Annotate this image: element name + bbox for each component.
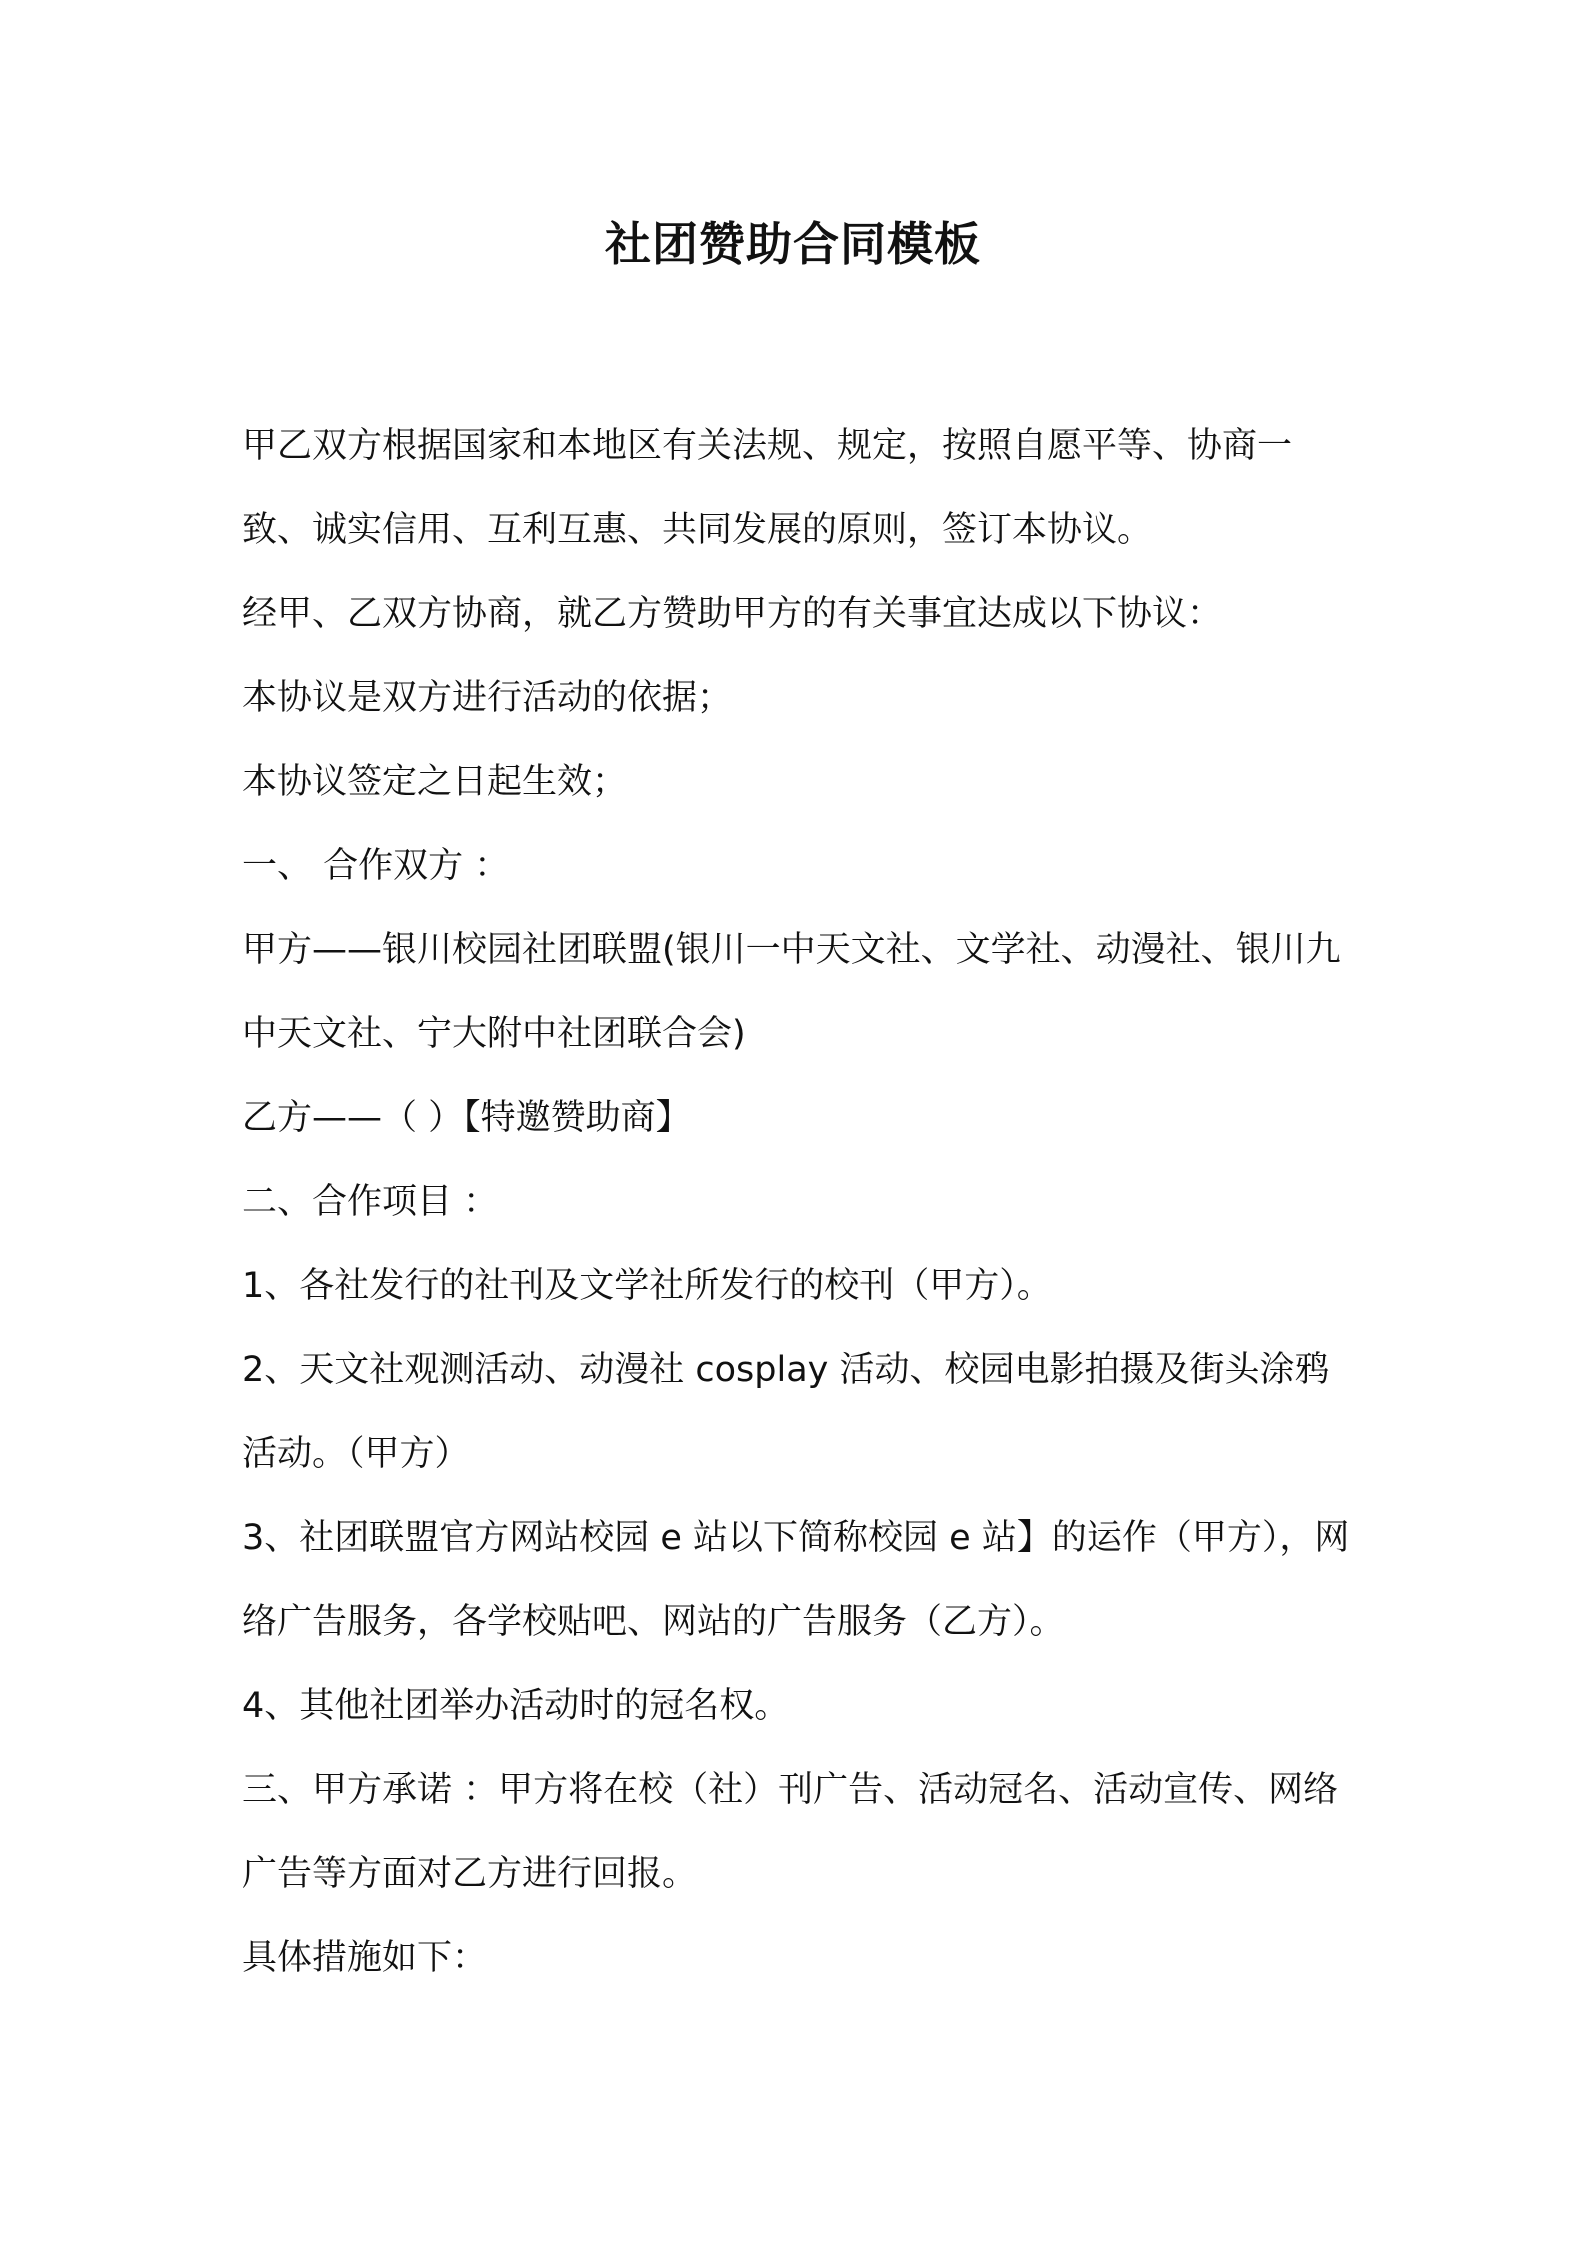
document-title: 社团赞助合同模板 xyxy=(605,217,981,271)
paragraph-basis: 本协议是双方进行活动的依据； xyxy=(242,678,733,718)
paragraph-party-b: 乙方——（ ）【特邀赞助商】 xyxy=(242,1098,691,1138)
paragraph-negotiation: 经甲、乙双方协商，就乙方赞助甲方的有关事宜达成以下协议： xyxy=(242,594,1223,634)
section-heading-projects: 二、合作项目 ： xyxy=(242,1182,499,1222)
document-body xyxy=(242,404,1352,2000)
list-item-project-4: 4、其他社团举办活动时的冠名权。 xyxy=(242,1686,790,1726)
list-item-project-3: 3、社团联盟官方网站校园 e 站以下简称校园 e 站】的运作（甲方），网络广告服务，各学校贴吧、网站的广告服务（乙方）。 xyxy=(242,1518,1350,1642)
section-heading-parties: 一、 合作双方 ： xyxy=(242,846,510,886)
list-item-project-1: 1、各社发行的社刊及文学社所发行的校刊（甲方）。 xyxy=(242,1266,1052,1306)
section-heading-commitment: 三、甲方承诺 ：甲方将在校（社）刊广告、活动冠名、活动宣传、网络广告等方面对乙方进行回报。 xyxy=(242,1770,1339,1894)
paragraph-party-a: 甲方——银川校园社团联盟(银川一中天文社、文学社、动漫社、银川九中天文社、宁大附中社团联合会) xyxy=(242,930,1341,1054)
paragraph-measures-intro: 具体措施如下： xyxy=(242,1938,488,1978)
paragraph-preamble: 甲乙双方根据国家和本地区有关法规、规定，按照自愿平等、协商一致、诚实信用、互利互惠、共同发展的原则，签订本协议。 xyxy=(242,426,1293,550)
paragraph-effective-date: 本协议签定之日起生效； xyxy=(242,762,628,802)
list-item-project-2: 2、天文社观测活动、动漫社 cosplay 活动、校园电影拍摄及街头涂鸦活动。（甲方） xyxy=(242,1350,1330,1474)
